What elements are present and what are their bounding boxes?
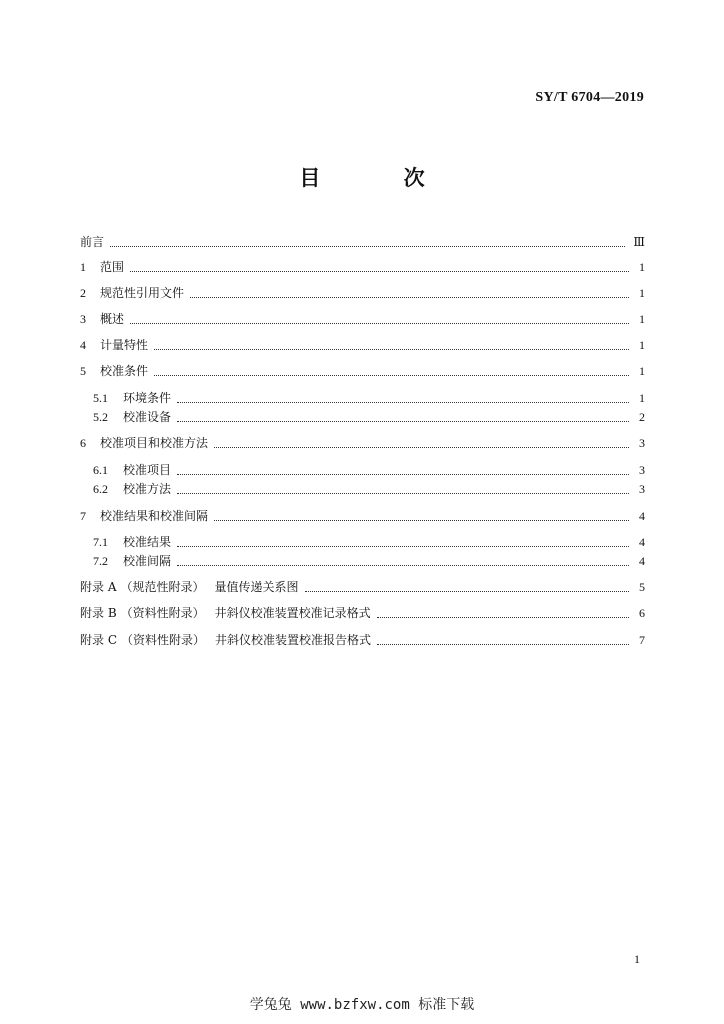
toc-page-number: 4 <box>639 554 645 568</box>
dot-leader <box>177 401 629 403</box>
section-number: 7.1 <box>93 535 108 549</box>
toc-entry[interactable] <box>93 553 645 569</box>
section-title: 校准方法 <box>123 482 172 496</box>
toc-entry[interactable] <box>80 632 645 648</box>
appendix-type: （资料性附录） <box>121 633 206 647</box>
toc-page-number: 1 <box>639 338 645 352</box>
dot-leader <box>177 564 629 566</box>
toc-page-number: 1 <box>639 286 645 300</box>
toc-page-number: 3 <box>639 463 645 477</box>
section-title: 环境条件 <box>123 391 172 405</box>
dot-leader <box>177 420 629 422</box>
section-title: 校准结果和校准间隔 <box>100 509 209 523</box>
toc-entry[interactable] <box>80 605 645 621</box>
section-number: 6.1 <box>93 463 108 477</box>
section-number: 3 <box>80 312 86 326</box>
section-title: 校准项目和校准方法 <box>100 436 209 450</box>
dot-leader <box>377 643 629 645</box>
toc-page-number: 1 <box>639 260 645 274</box>
toc-entry[interactable] <box>80 337 645 353</box>
toc-entry[interactable] <box>80 363 645 379</box>
appendix-label: 附录 B <box>80 606 117 620</box>
dot-leader <box>130 270 629 272</box>
section-title: 校准项目 <box>123 463 172 477</box>
section-title: 井斜仪校准装置校准记录格式 <box>214 606 371 620</box>
dot-leader <box>130 322 629 324</box>
toc-entry[interactable] <box>80 234 645 250</box>
page-number: 1 <box>634 952 640 966</box>
toc-page-number: 3 <box>639 436 645 450</box>
section-title: 校准条件 <box>100 364 149 378</box>
section-title: 井斜仪校准装置校准报告格式 <box>215 633 372 647</box>
section-number: 1 <box>80 260 86 274</box>
dot-leader <box>154 374 629 376</box>
toc-page-number: 5 <box>639 580 645 594</box>
section-number: 6 <box>80 436 86 450</box>
dot-leader <box>305 590 629 592</box>
toc-entry[interactable] <box>80 311 645 327</box>
appendix-type: （资料性附录） <box>120 606 205 620</box>
dot-leader <box>214 446 629 448</box>
toc-page-number: 2 <box>639 410 645 424</box>
section-number: 5.2 <box>93 410 108 424</box>
dot-leader <box>177 492 629 494</box>
appendix-label: 附录 C <box>80 633 117 647</box>
toc-page-number: 1 <box>639 391 645 405</box>
toc-page-number: 1 <box>639 312 645 326</box>
toc-entry[interactable] <box>80 508 645 524</box>
toc-page-number: 6 <box>639 606 645 620</box>
download-watermark: 学兔兔 www.bzfxw.com 标准下载 <box>249 997 475 1013</box>
section-number: 4 <box>80 338 86 352</box>
section-title: 校准设备 <box>123 410 172 424</box>
dot-leader <box>377 616 629 618</box>
section-title: 校准间隔 <box>123 554 172 568</box>
standard-code: SY/T 6704—2019 <box>535 90 644 105</box>
toc-entry[interactable] <box>80 285 645 301</box>
toc-page-number: 3 <box>639 482 645 496</box>
toc-page-number: 1 <box>639 364 645 378</box>
dot-leader <box>154 348 629 350</box>
section-title: 规范性引用文件 <box>100 286 185 300</box>
dot-leader <box>110 245 625 247</box>
toc-entry[interactable] <box>80 435 645 451</box>
section-number: 5 <box>80 364 86 378</box>
toc-page-number: 4 <box>639 535 645 549</box>
appendix-label: 附录 A <box>80 580 117 594</box>
toc-entry[interactable] <box>93 462 645 478</box>
section-number: 7 <box>80 509 86 523</box>
section-title: 前言 <box>80 235 105 249</box>
toc-entry[interactable] <box>93 409 645 425</box>
dot-leader <box>177 545 629 547</box>
section-title: 计量特性 <box>100 338 149 352</box>
toc-entry[interactable] <box>80 259 645 275</box>
section-number: 5.1 <box>93 391 108 405</box>
page-title: 目 次 <box>299 166 463 190</box>
dot-leader <box>214 519 629 521</box>
section-title: 范围 <box>100 260 125 274</box>
section-title: 校准结果 <box>123 535 172 549</box>
appendix-type: （规范性附录） <box>120 580 205 594</box>
dot-leader <box>177 473 629 475</box>
section-number: 6.2 <box>93 482 108 496</box>
dot-leader <box>190 296 629 298</box>
section-number: 2 <box>80 286 86 300</box>
section-title: 概述 <box>100 312 125 326</box>
toc-page-number: 7 <box>639 633 645 647</box>
section-title: 量值传递关系图 <box>214 580 299 594</box>
toc-entry[interactable] <box>80 579 645 595</box>
toc-entry[interactable] <box>93 534 645 550</box>
toc-page-number: Ⅲ <box>633 235 645 249</box>
section-number: 7.2 <box>93 554 108 568</box>
toc-entry[interactable] <box>93 390 645 406</box>
toc-page-number: 4 <box>639 509 645 523</box>
toc-entry[interactable] <box>93 481 645 497</box>
